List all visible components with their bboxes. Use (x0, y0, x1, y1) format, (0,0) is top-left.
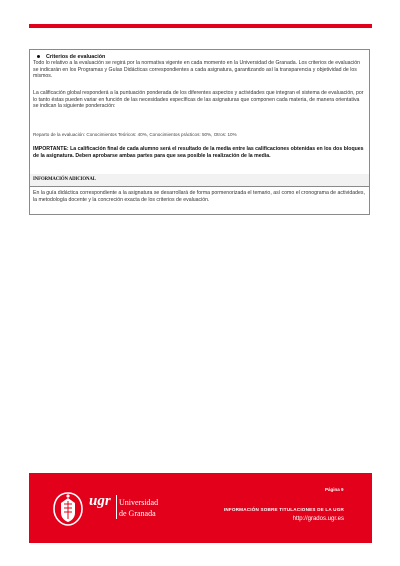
additional-info-text: En la guía didáctica correspondiente a la asignatura se desarrollará de forma pormenorizada el temario, así como el cronograma de actividades, la metodología docente y la concreción exacta de los criterios de evaluación. (33, 190, 365, 203)
logo-name-line-2: de Granada (119, 509, 156, 518)
content-box (29, 49, 370, 215)
criteria-paragraph-1: Todo lo relativo a la evaluación se regirá por la normativa vigente en cada momento en la Universidad de Granada. Los criterios de evaluación se indicarán en los Programas y Guías Didácticas correspondientes a cada asignatura, garantizando así la transparencia y objetividad de los mismos. (33, 60, 360, 80)
criteria-title: Criterios de evaluación (46, 54, 106, 60)
evaluation-weighting-note: Reparto de la evaluación: Conocimientos Teóricos: 40%, Conocimientos prácticos: 50%, Otros: 10% (33, 132, 237, 137)
degrees-info-label: INFORMACIÓN SOBRE TITULACIONES DE LA UGR (223, 507, 344, 512)
bullet-icon (37, 55, 40, 58)
important-note: IMPORTANTE: La calificación final de cada alumno será el resultado de la media entre las calificaciones obtenidas en los dos bloques de la asignatura. Deben aprobarse ambas partes para que sea posible la realización de la media. (33, 146, 364, 159)
footer-band (29, 473, 372, 543)
page-number: Página 9 (325, 487, 344, 492)
evaluation-criteria-section (30, 50, 369, 175)
ugr-emblem-icon (51, 491, 85, 527)
logo-abbreviation: ugr (89, 493, 111, 509)
degrees-url-link[interactable]: http://grados.ugr.es (292, 516, 344, 522)
additional-info-header: INFORMACIÓN ADICIONAL (33, 177, 96, 182)
top-red-rule (29, 24, 372, 28)
logo-separator (116, 495, 117, 519)
logo-name-line-1: Universidad (119, 498, 159, 507)
criteria-paragraph-2: La calificación global responderá a la puntuación ponderada de los diferentes aspectos y actividades que integran el sistema de evaluación, por lo tanto éstas pueden variar en función de las necesidades específicas de las asignaturas que componen cada materia, de manera orientativa se indican la siguiente ponderación: (33, 90, 364, 110)
additional-info-header-row (30, 174, 369, 187)
